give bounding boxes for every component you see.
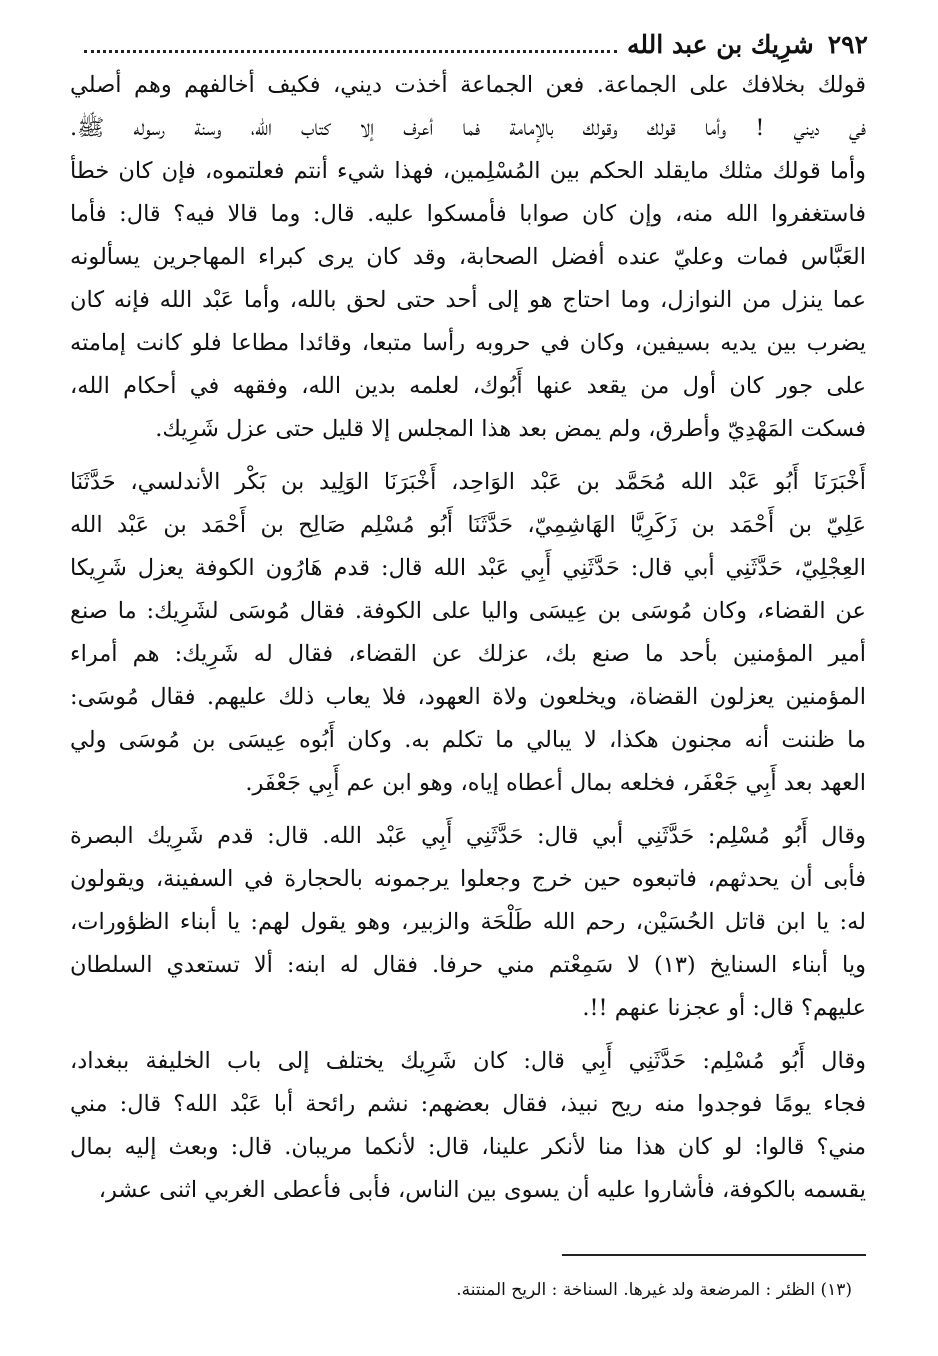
paragraph (70, 461, 866, 805)
text-line: في ديني ! وأما قولك وقولك بالإمامة فما أعرف إلا كتاب الله، وسنة رسوله ﷺ. (70, 115, 866, 141)
running-title: شرِيك بن عبد الله (627, 29, 814, 59)
text-line: أمير المؤمنين بأحد ما صنع بك، عزلك عن القضاء، فقال له شَرِيك: هم أمراء (70, 641, 866, 667)
text-line: ما ظننت أنه مجنون هكذا، لا يبالي ما تكلم به. وكان أَبُوه عِيسَى بن مُوسَى ولي (70, 727, 866, 753)
text-line: فأبى أن يحدثهم، فاتبعوه حين خرج وجعلوا يرجمونه بالحجارة في السفينة، ويقولون (70, 866, 866, 892)
text-line: وقال أَبُو مُسْلِم: حَدَّثَنِي أَبِي قال: كان شَرِيك يختلف إلى باب الخليفة ببغداد، (70, 1048, 866, 1074)
text-line: يقسمه بالكوفة، فأشاروا عليه أن يسوى بين الناس، فأبى فأعطى الغربي اثنى عشر، (98, 1177, 866, 1203)
page-header (70, 22, 868, 66)
paragraph-gap (70, 451, 866, 461)
paragraph (70, 64, 866, 451)
text-line: عما ينزل من النوازل، وما احتاج هو إلى أحد حتى لحق بالله، وأما عَبْد الله فإنه كان (70, 287, 866, 313)
main-text (70, 64, 866, 1212)
text-line: فاستغفروا الله منه، وإن كان صوابا فأمسكوا عليه. قال: وما قالا فيه؟ قال: فأما (70, 201, 866, 227)
text-line: المؤمنين يعزلون القضاة، ويخلعون ولاة العهود، فلا يعاب ذلك عليهم. فقال مُوسَى: (70, 684, 866, 710)
text-line: العِجْلِيّ، حَدَّثَنِي أبي قال: حَدَّثَنِي أَبِي عَبْد الله قال: قدم هَارُون الكوفة يعزل شَرِيكا (70, 555, 866, 581)
footnote-13: (١٣) الظئر : المرضعة ولد غيرها. السناخة : الريح المنتنة. (456, 1280, 852, 1300)
text-line: يضرب بين يديه بسيفين، وكان في حروبه رأسا متبعا، وقائدا مطاعا فلو كانت إمامته (70, 330, 866, 356)
text-line: فجاء يومًا فوجدوا منه ريح نبيذ، فقال بعضهم: نشم رائحة أبا عَبْد الله؟ قال: مني (70, 1091, 866, 1117)
text-line: فسكت المَهْدِيّ وأطرق، ولم يمض بعد هذا المجلس إلا قليل حتى عزل شَرِيك. (155, 416, 866, 442)
text-line: له: يا ابن قاتل الحُسَيْن، رحم الله طَلْحَة والزبير، وهو يقول لهم: يا أبناء الظؤورات، (70, 909, 866, 935)
text-line: عَلِيّ بن أَحْمَد بن زَكَرِيَّا الهَاشِمِيّ، حَدَّثَنَا أَبُو مُسْلِم صَالِح بن أَحْمَد بن عَبْد الله (70, 512, 866, 538)
text-line: عن القضاء، وكان مُوسَى بن عِيسَى واليا على الكوفة. فقال مُوسَى لشَرِيك: ما صنع (70, 598, 866, 624)
paragraph-gap (70, 805, 866, 815)
page-number: ٢٩٢ (827, 29, 868, 59)
header-dot-leader (84, 50, 617, 53)
text-line: عليهم؟ قال: أو عجزنا عنهم !!. (582, 995, 866, 1021)
footnote-separator (562, 1254, 866, 1256)
text-line: مني؟ قالوا: لو كان هذا منا لأنكر علينا، قال: لأنكما مريبان. قال: وبعث إليه بمال (70, 1134, 866, 1160)
text-line: العهد بعد أَبِي جَعْفَر، فخلعه بمال أعطاه إياه، وهو ابن عم أَبِي جَعْفَر. (245, 770, 866, 796)
paragraph (70, 815, 866, 1030)
text-line: قولك بخلافك على الجماعة. فعن الجماعة أخذت ديني، فكيف أخالفهم وهم أصلي (70, 72, 866, 98)
paragraph-gap (70, 1030, 866, 1040)
text-line: ويا أبناء السنايخ (١٣) لا سَمِعْتم مني حرفا. فقال له ابنه: ألا تستعدي السلطان (70, 952, 866, 978)
text-line: على جور كان أول من يقعد عنها أَبُوك، لعلمه بدين الله، وفقهه في أحكام الله، (70, 373, 866, 399)
text-line: وقال أَبُو مُسْلِم: حَدَّثَنِي أبي قال: حَدَّثَنِي أَبِي عَبْد الله. قال: قدم شَرِيك البصرة (70, 823, 866, 849)
text-line: أَخْبَرَنَا أَبُو عَبْد الله مُحَمَّد بن عَبْد الوَاحِد، أَخْبَرَنَا الوَلِيد بن بَكْر الأندلسي، حَدَّثَنَا (70, 469, 866, 495)
paragraph (70, 1040, 866, 1212)
text-line: وأما قولك مثلك مايقلد الحكم بين المُسْلِمين، فهذا شيء أنتم فعلتموه، فإن كان خطأ (70, 158, 866, 184)
text-line: العَبَّاس فمات وعليّ عنده أفضل الصحابة، وقد كان يرى كبراء المهاجرين يسألونه (70, 244, 866, 270)
